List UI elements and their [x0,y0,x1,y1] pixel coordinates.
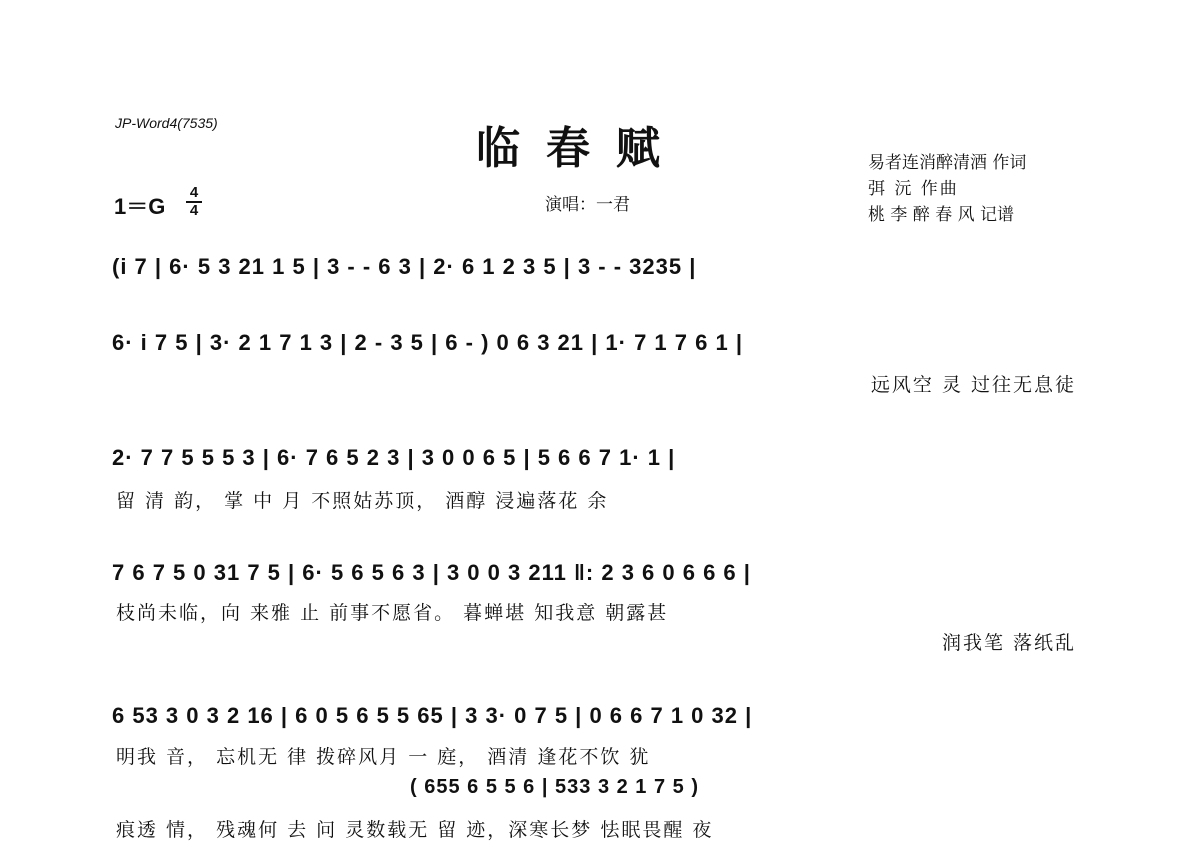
lyric-line-2: 远风空 灵 过往无息徒 [870,374,1076,396]
time-signature [186,186,202,218]
lyric-line-4a: 枝尚未临，向 来雅 止 前事不愿省。 暮蝉堪 知我意 朝露甚 [116,602,669,624]
software-watermark: JP-Word4(7535) [115,115,218,131]
score-line-5-alt: ( 655 6 5 5 6 | 533 3 2 1 7 5 ) [410,776,699,798]
time-denominator: 4 [189,202,199,219]
time-numerator: 4 [189,184,199,201]
credits-block [868,150,1026,228]
transcriber-credit: 桃 李 醉 春 风 记谱 [868,205,1015,225]
score-line-1: (i 7 | 6· 5 3 21 1 5 | 3 - - 6 3 | 2· 6 1 2 3 5 | 3 - - 3235 | [112,254,697,279]
lyric-line-4b: 润我笔 落纸乱 [941,632,1076,654]
score-line-5: 6 53 3 0 3 2 16 | 6 0 5 6 5 5 65 | 3 3· 0 7 5 | 0 6 6 7 1 0 32 | [112,703,753,728]
lyric-line-5b: 痕透 情， 残魂何 去 问 灵数载无 留 迹，深寒长梦 怯眠畏醒 夜 [116,819,714,841]
key-signature: 1＝G [114,194,166,219]
score-line-4: 7 6 7 5 0 31 7 5 | 6· 5 6 5 6 3 | 3 0 0 3 211 ‖: 2 3 6 0 6 6 6 | [112,560,751,585]
lyric-line-3: 留 清 韵， 掌 中 月 不照姑苏顶， 酒醇 浸遍落花 余 [116,490,609,512]
song-title: 临春赋 [476,123,686,174]
singer-credit: 演唱：一君 [545,195,630,215]
lyricist-credit: 易者连消醉清酒 作词 [868,153,1027,173]
score-line-2: 6· i 7 5 | 3· 2 1 7 1 3 | 2 - 3 5 | 6 - ) 0 6 3 21 | 1· 7 1 7 6 1 | [112,330,743,355]
score-line-3: 2· 7 7 5 5 5 3 | 6· 7 6 5 2 3 | 3 0 0 6 5 | 5 6 6 7 1· 1 | [112,445,676,470]
composer-credit: 弭 沅 作曲 [868,179,959,199]
lyric-line-5a: 明我 音， 忘机无 律 拨碎风月 一 庭， 酒清 逢花不饮 犹 [116,746,651,768]
